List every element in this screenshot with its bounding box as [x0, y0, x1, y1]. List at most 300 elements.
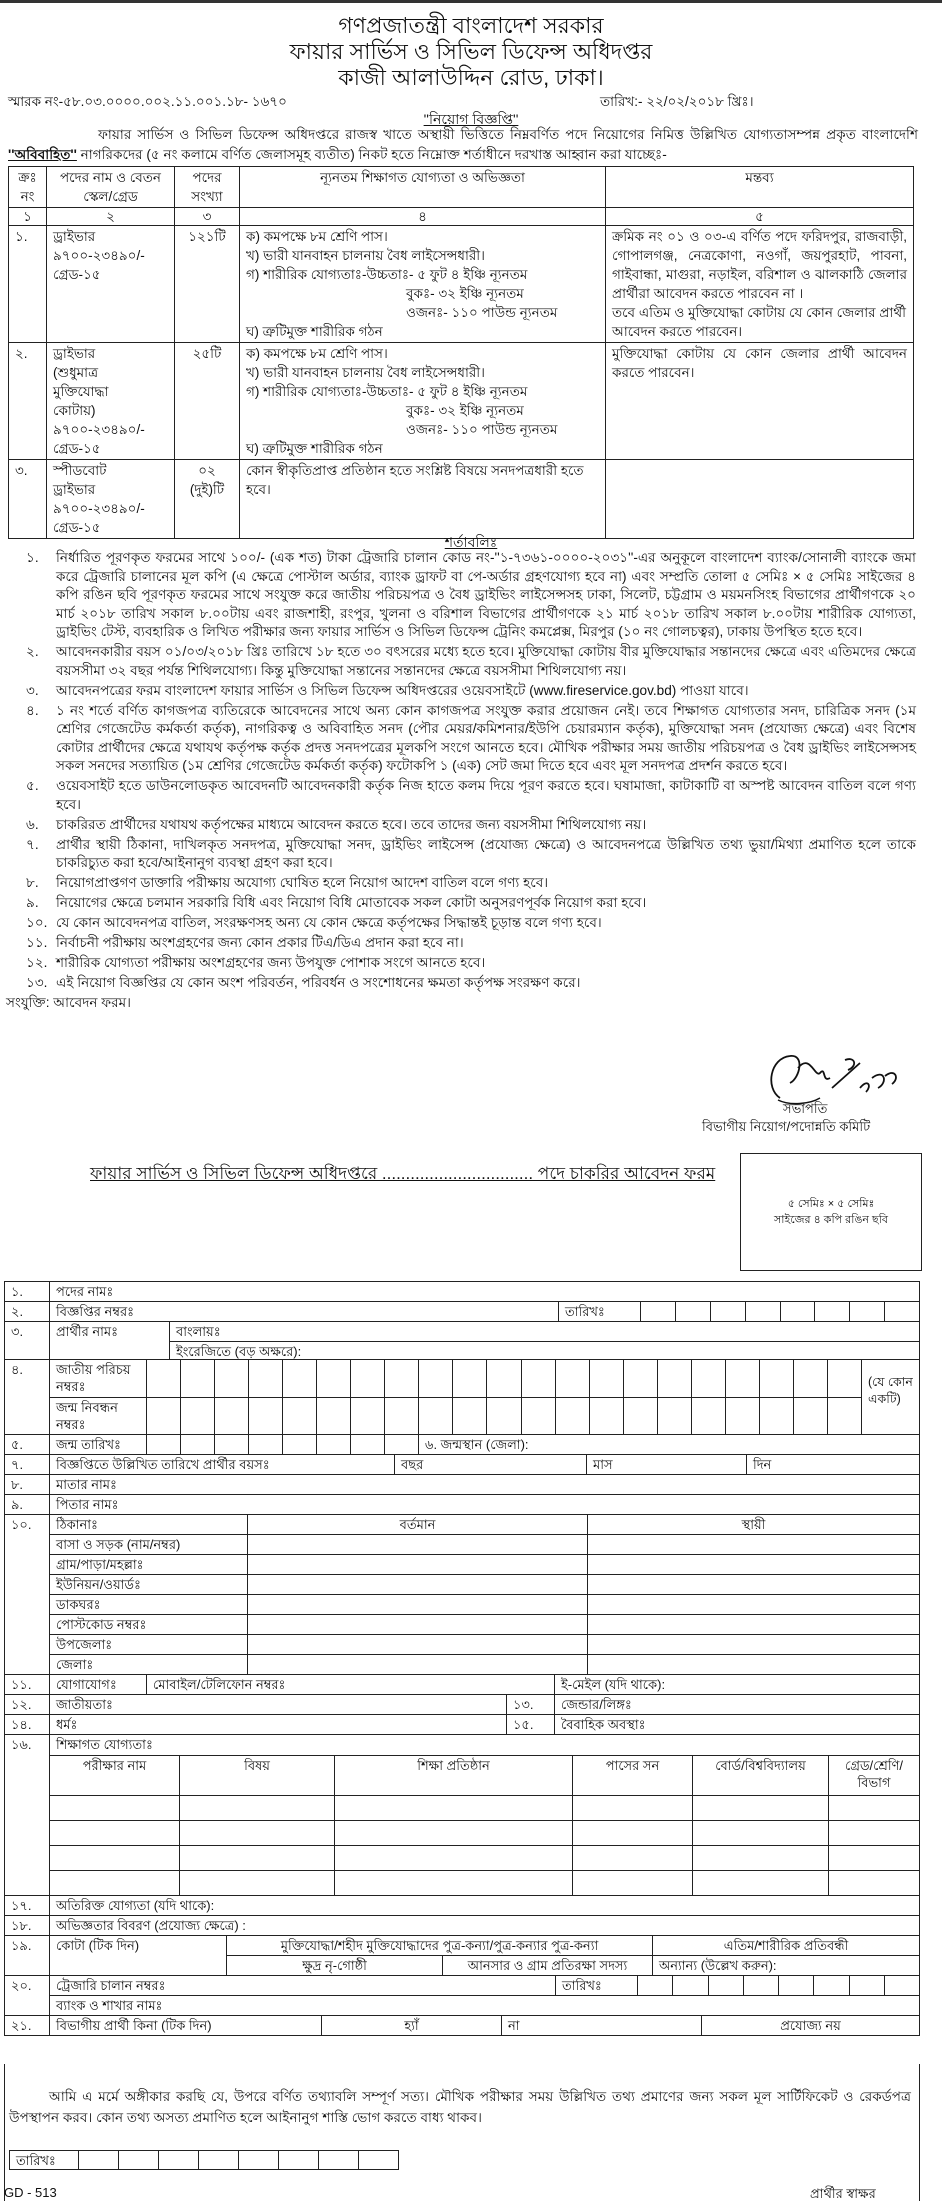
digit-box [248, 1435, 282, 1454]
declaration-section [4, 2064, 920, 2201]
handwritten-signature [760, 1048, 910, 1108]
digit-box [691, 1398, 725, 1435]
quota-orphan-disabled: এতিম/শারীরিক প্রতিবন্ধী [652, 1936, 919, 1955]
row-number: ২১. [11, 2018, 32, 2033]
row-number: ২. [11, 1304, 24, 1319]
present-address-cell [247, 1615, 587, 1634]
field-label: পিতার নামঃ [49, 1495, 919, 1514]
post-row [9, 460, 914, 539]
digit-box [521, 1360, 555, 1397]
digit-box [884, 1302, 919, 1321]
digit-box [78, 2151, 118, 2169]
condition-text: যে কোন আবেদনপত্র বাতিল, সংরক্ষণসহ অন্য যে কোন ক্ষেত্রে কর্তৃপক্ষের সিদ্ধান্তই চূড়ান্ত বলে গণ্য হবে। [56, 915, 602, 930]
digit-box [146, 1435, 180, 1454]
condition-number: ১০. [26, 915, 48, 930]
post-row [9, 226, 914, 343]
form-row-nationality [5, 1695, 919, 1715]
education-cell [692, 1821, 828, 1845]
digit-box [146, 1360, 180, 1397]
form-row-additional-qualification [5, 1896, 919, 1916]
condition-text: আবেদনকারীর বয়স ০১/০৩/২০১৮ খ্রিঃ তারিখে ১৮ হতে ৩০ বৎসরের মধ্যে হতে হবে। মুক্তিযোদ্ধা কোটায় বীর মুক্তিযোদ্ধার সন্তানদের ক্ষেত্রে এবং এতিমদের ক্ষেত্রে বয়সসীমা ৩২ বছর পর্যন্ত শিথিলযোগ্য। কিন্তু মুক্তিযোদ্ধা সন্তানের সন্তানদের ক্ষেত্রে বয়সসীমা শিথিলযোগ্য নয়। [56, 644, 916, 678]
condition-item [26, 934, 916, 953]
row-number: ১৪. [11, 1717, 32, 1732]
intro-text: ফায়ার সার্ভিস ও সিভিল ডিফেন্স অধিদপ্তরে রাজস্ব খাতে অস্থায়ী ভিত্তিতে নিম্নবর্ণিত পদে নিয়োগের নিমিত্ত উল্লিখিত যোগ্যতাসম্পন্ন প্রকৃত বাংলাদেশি [98, 127, 918, 142]
conditions-title: শর্তাবলিঃ [444, 534, 498, 550]
row-number: ৫. [11, 1437, 24, 1452]
remark-text: মুক্তিযোদ্ধা কোটায় যে কোন জেলার প্রার্থী আবেদন করতে পারবেন। [612, 346, 907, 380]
digit-box [710, 1302, 745, 1321]
digit-box [248, 1360, 282, 1397]
condition-item [26, 836, 916, 873]
condition-item [26, 954, 916, 973]
condition-text: আবেদনপত্রের ফরম বাংলাদেশ ফায়ার সার্ভিস ও সিভিল ডিফেন্স অধিদপ্তরের ওয়েবসাইটে (www.fireservice.gov.bd) পাওয়া যাবে। [56, 682, 749, 698]
condition-text: ১ নং শর্তে বর্ণিত কাগজপত্র ব্যতিরেকে আবেদনের সাথে অন্য কোন কাগজপত্র সংযুক্ত করার প্রয়োজন নেই। তবে শিক্ষাগত যোগ্যতার সনদ, চারিত্রিক সনদ (১ম শ্রেণির গেজেটেড কর্মকর্তা কর্তৃক), নাগরিকত্ব ও অবিবাহিত সনদ (পৌর মেয়র/কমিশনার/ইউপি চেয়ারম্যান কর্তৃক), মুক্তিযোদ্ধা সনদ (প্রযোজ্য ক্ষেত্রে) এবং বিশেষ কোটার প্রার্থীদের ক্ষেত্রে যথাযথ কর্তৃপক্ষ কর্তৃক প্রদত্ত সনদপত্রের মূলকপি সংগে আনতে হবে। মৌখিক পরীক্ষার সময় জাতীয় পরিচয়পত্র ও বৈধ ড্রাইভিং লাইসেন্সসহ সকল সনদের সত্যায়িত (১ম শ্রেণির গেজেটেড কর্মকর্তা কর্তৃক) ফটোকপি ১ (এক) সেট জমা দিতে হবে এবং মূল সনদপত্র প্রদর্শন করতে হবে। [56, 702, 916, 773]
digit-box [318, 2151, 358, 2169]
col-header-post: পদের নাম ও বেতন স্কেল/গ্রেড [47, 167, 175, 208]
photo-box [740, 1153, 922, 1271]
form-row-post-name [5, 1282, 919, 1302]
form-row-candidate-name [5, 1322, 919, 1360]
row-number: ১৮. [11, 1918, 32, 1933]
form-row-contact [5, 1675, 919, 1695]
digit-box [214, 1435, 248, 1454]
digit-box [350, 1360, 384, 1397]
form-row-notice-number [5, 1302, 919, 1322]
education-cell [572, 1871, 692, 1895]
row-number: ১০. [11, 1517, 32, 1532]
permanent-address-cell [587, 1575, 919, 1594]
education-cell [334, 1846, 572, 1870]
condition-number: ৬. [26, 816, 39, 832]
memo-date: তারিখ:- ২২/০২/২০১৮ খ্রিঃ। [600, 94, 754, 109]
field-label: পদের নামঃ [49, 1282, 919, 1301]
post-name-line: ৯৭০০-২৩৪৯০/- [53, 422, 145, 437]
address-row [50, 1594, 919, 1614]
field-label: জেন্ডার/লিঙ্গঃ [554, 1695, 919, 1714]
digit-box [793, 1360, 827, 1397]
condition-item [26, 682, 916, 701]
education-cell [334, 1821, 572, 1845]
digit-box [725, 1360, 759, 1397]
post-name-line: গ্রেড-১৫ [53, 441, 101, 456]
condition-number: ৮. [26, 875, 39, 890]
intro-highlight: ''অবিবাহিত'' [8, 147, 77, 162]
attachment-note: সংযুক্তি: আবেদন ফরম। [6, 995, 132, 1010]
digit-box [640, 1302, 675, 1321]
condition-item [26, 816, 916, 835]
row-number: ২০. [11, 1978, 32, 1993]
field-label: অভিজ্ঞতার বিবরণ (প্রযোজ্য ক্ষেত্রে) : [49, 1916, 919, 1935]
field-label: জন্ম তারিখঃ [49, 1435, 146, 1454]
address-field-label: ইউনিয়ন/ওয়ার্ডঃ [56, 1577, 141, 1592]
present-address-cell [247, 1655, 587, 1674]
row-number: ১. [11, 1284, 24, 1299]
quota-other: অন্যান্য (উল্লেখ করুন): [652, 1956, 919, 1975]
field-label: বৈবাহিক অবস্থাঃ [554, 1715, 919, 1734]
condition-item [26, 643, 916, 680]
digit-box [814, 1302, 849, 1321]
post-qualifications [240, 226, 606, 343]
row-number: ৯. [11, 1497, 24, 1512]
address-row [50, 1554, 919, 1574]
signatory-role: সভাপতি [783, 1101, 828, 1116]
permanent-address-cell [587, 1555, 919, 1574]
education-table [50, 1755, 919, 1895]
digit-box [180, 1360, 214, 1397]
digit-box [884, 1976, 919, 1995]
declaration-text: আমি এ মর্মে অঙ্গীকার করছি যে, উপরে বর্ণিত তথ্যাবলি সম্পূর্ণ সত্য। মৌখিক পরীক্ষার সময় উল্লিখিত তথ্য প্রমাণের জন্য সকল মূল সার্টিফিকেট ও রেকর্ডপত্র উপস্থাপন করব। কোন তথ্য অসত্য প্রমাণিত হলে আইনানুগ শাস্তি ভোগ করতে বাধ্য থাকব। [9, 2089, 911, 2125]
post-name-line: গ্রেড-১৫ [53, 267, 101, 282]
post-serial: ৩. [9, 460, 47, 539]
education-row [50, 1845, 919, 1870]
form-row-religion [5, 1715, 919, 1735]
quota-freedom-fighter: মুক্তিযোদ্ধা/শহীদ মুক্তিযোদ্ধাদের পুত্র-কন্যা/পুত্র-কন্যার পুত্র-কন্যা [280, 1938, 599, 1953]
digit-box [278, 2151, 318, 2169]
condition-number: ৪. [26, 702, 39, 718]
digit-box [452, 1398, 486, 1435]
column-index: ৫ [606, 208, 914, 226]
form-row-mother-name [5, 1475, 919, 1495]
education-cell [179, 1821, 334, 1845]
digit-box [521, 1398, 555, 1435]
address-row [50, 1654, 919, 1674]
remark-text: তবে এতিম ও মুক্তিযোদ্ধা কোটায় যে কোন জেলার প্রার্থী আবেদন করতে পারবেন। [612, 305, 906, 339]
digit-box [849, 1976, 884, 1995]
education-cell [692, 1871, 828, 1895]
condition-text: নিয়োগপ্রাপ্তগণ ডাক্তারি পরীক্ষায় অযোগ্য ঘোষিত হলে নিয়োগ আদেশ বাতিল বলে গণ্য হবে। [56, 875, 549, 890]
row-number: ৩. [11, 1324, 24, 1339]
condition-number: ২. [26, 644, 39, 659]
date-label: তারিখঃ [555, 1976, 637, 1995]
form-row-age [5, 1455, 919, 1475]
column-index-row [9, 208, 914, 226]
address-row [50, 1574, 919, 1594]
bank-branch-label: ব্যাংক ও শাখার নামঃ [56, 1998, 163, 2013]
digit-box [316, 1360, 350, 1397]
post-name [47, 226, 175, 343]
digit-box [589, 1398, 623, 1435]
option-not-applicable: প্রযোজ্য নয় [701, 2016, 919, 2035]
qualification-line: ঘ) ত্রুটিমুক্ত শারীরিক গঠন [246, 441, 383, 456]
education-cell [334, 1871, 572, 1895]
post-count: ০২ (দুই)টি [175, 460, 240, 539]
row-number: ৭. [11, 1457, 24, 1472]
condition-text: ওয়েবসাইট হতে ডাউনলোডকৃত আবেদনটি আবেদনকারী কর্তৃক নিজ হাতে কলম দিয়ে পূরণ করতে হবে। ঘষামাজা, কাটাকাটি বা অস্পষ্ট আবেদন বাতিল বলে গণ্য হবে। [56, 778, 916, 812]
row-number: ১১. [11, 1677, 32, 1692]
date-label: তারিখঃ [558, 1302, 640, 1321]
education-cell [828, 1821, 919, 1845]
address-field-label: ডাকঘরঃ [56, 1597, 101, 1612]
education-col-header: বিষয় [179, 1756, 334, 1795]
post-qualifications [240, 343, 606, 460]
digit-box [282, 1360, 316, 1397]
date-boxes [640, 1302, 919, 1321]
permanent-address-cell [587, 1655, 919, 1674]
digit-box [118, 2151, 158, 2169]
address-field-label: জেলাঃ [56, 1657, 94, 1672]
post-count: ২৫টি [175, 343, 240, 460]
condition-number: ১৩. [26, 975, 48, 990]
digit-box [555, 1360, 589, 1397]
education-col-header: বোর্ড/বিশ্ববিদ্যালয় [692, 1756, 828, 1795]
address-row [50, 1634, 919, 1654]
digit-box [358, 2151, 398, 2169]
qualification-line: গ) শারীরিক যোগ্যতাঃ-উচ্চতাঃ- ৫ ফুট ৪ ইঞ্চি ন্যূনতম [246, 267, 528, 282]
remark-text: ক্রমিক নং ০১ ও ০৩-এ বর্ণিত পদে ফরিদপুর, রাজবাড়ী, গোপালগঞ্জ, নেত্রকোণা, নওগাঁ, জয়পুরহাট, পাবনা, গাইবান্ধা, মাগুরা, নড়াইল, বরিশাল ও ঝালকাঠি জেলার প্রার্থীরা আবেদন করতে পারবেন না । [612, 229, 907, 301]
condition-number: ৯. [26, 895, 39, 910]
post-name [47, 460, 175, 539]
digit-box [657, 1360, 691, 1397]
digit-box [214, 1360, 248, 1397]
education-cell [50, 1871, 179, 1895]
field-label: প্রার্থীর নামঃ [49, 1322, 169, 1359]
qualification-line: বুকঃ- ৩২ ইঞ্চি ন্যূনতম [406, 403, 524, 418]
qualification-line: ওজনঃ- ১১০ পাউন্ড ন্যূনতম [406, 422, 558, 437]
candidate-signature-label: প্রার্থীর স্বাক্ষর [810, 2186, 876, 2201]
digit-box [158, 2151, 198, 2169]
digit-box [827, 1360, 861, 1397]
address-field-label: বাসা ও সড়ক (নাম/নম্বর) [56, 1537, 181, 1552]
birth-registration-boxes [146, 1398, 861, 1435]
row-number: ১২. [11, 1697, 32, 1712]
digit-box [759, 1360, 793, 1397]
condition-number: ৩. [26, 682, 39, 698]
phone-label: মোবাইল/টেলিফোন নম্বরঃ [146, 1675, 554, 1694]
age-day-label: দিন [746, 1455, 919, 1474]
education-cell [828, 1846, 919, 1870]
digit-box [623, 1398, 657, 1435]
form-row-birth-date [5, 1435, 919, 1455]
digit-box [316, 1435, 350, 1454]
digit-box [350, 1398, 384, 1435]
digit-box [198, 2151, 238, 2169]
field-label: জাতীয়তাঃ [49, 1695, 506, 1714]
field-label: শিক্ষাগত যোগ্যতাঃ [56, 1737, 153, 1752]
either-one-note: (যে কোন একটি) [861, 1360, 919, 1434]
post-name-line: স্পীডবোট [53, 463, 107, 478]
permanent-address-cell [587, 1635, 919, 1654]
address-label: ঠিকানাঃ [56, 1517, 98, 1532]
digit-box [691, 1360, 725, 1397]
permanent-address-cell [587, 1615, 919, 1634]
nid-label: জাতীয় পরিচয় নম্বরঃ [49, 1360, 146, 1397]
condition-item [26, 549, 916, 642]
photo-copies-text: সাইজের ৪ কপি রঙিন ছবি [774, 1214, 888, 1226]
post-name-line: ৯৭০০-২৩৪৯০/- [53, 501, 145, 516]
field-label: বিভাগীয় প্রার্থী কিনা (টিক দিন) [49, 2016, 321, 2035]
post-name-line: (শুধুমাত্র [53, 365, 99, 380]
birthplace-label: ৬. জন্মস্থান (জেলা): [418, 1435, 919, 1454]
post-remark [606, 226, 914, 343]
condition-item [26, 914, 916, 933]
qualification-line: খ) ভারী যানবাহন চালনায় বৈধ লাইসেন্সধারী। [246, 248, 485, 263]
form-row-id-number [5, 1360, 919, 1435]
condition-text: নির্বাচনী পরীক্ষায় অংশগ্রহণের জন্য কোন প্রকার টিএ/ডিএ প্রদান করা হবে না। [56, 935, 464, 950]
condition-text: নিয়োগের ক্ষেত্রে চলমান সরকারি বিধি এবং নিয়োগ বিধি মোতাবেক সকল কোটা অনুসরণপূর্বক নিয়োগ করা হবে। [56, 895, 647, 910]
row-number: ১৬. [11, 1737, 32, 1752]
address-field-label: গ্রাম/পাড়া/মহল্লাঃ [56, 1557, 144, 1572]
row-number: ৮. [11, 1477, 24, 1492]
option-no: না [501, 2016, 701, 2035]
post-name-line: গ্রেড-১৫ [53, 520, 101, 535]
digit-box [180, 1398, 214, 1435]
notice-intro [8, 125, 918, 165]
condition-number: ১. [26, 550, 39, 565]
education-header-row [50, 1755, 919, 1795]
condition-number: ৭. [26, 836, 39, 852]
present-address-cell [247, 1595, 587, 1614]
post-name-line: কোটায়) [53, 403, 96, 418]
department-title: ফায়ার সার্ভিস ও সিভিল ডিফেন্স অধিদপ্তর [289, 39, 653, 64]
signatory-committee: বিভাগীয় নিয়োগ/পদোন্নতি কমিটি [702, 1119, 871, 1134]
digit-box [849, 1302, 884, 1321]
form-row-address [5, 1515, 919, 1675]
post-name [47, 343, 175, 460]
post-remark [606, 343, 914, 460]
education-col-header: পাসের সন [572, 1756, 692, 1795]
option-yes: হ্যাঁ [321, 2016, 501, 2035]
field-label: যোগাযোগঃ [49, 1675, 146, 1694]
education-cell [692, 1796, 828, 1820]
photo-size-text: ৫ সেমিঃ × ৫ সেমিঃ [787, 1198, 875, 1210]
digit-box [486, 1360, 520, 1397]
column-index: ২ [47, 208, 175, 226]
qualification-line: ঘ) ত্রুটিমুক্ত শারীরিক গঠন [246, 324, 383, 339]
condition-text: এই নিয়োগ বিজ্ঞপ্তির যে কোন অংশ পরিবর্তন, পরিবর্ধন ও সংশোধনের ক্ষমতা কর্তৃপক্ষ সংরক্ষণ করে। [56, 975, 581, 990]
post-count: ১২১টি [175, 226, 240, 343]
row-number: ১৩. [506, 1695, 554, 1714]
nid-boxes [146, 1360, 861, 1397]
column-index: ৩ [175, 208, 240, 226]
post-row [9, 343, 914, 460]
condition-item [26, 974, 916, 993]
education-cell [50, 1821, 179, 1845]
digit-box [725, 1398, 759, 1435]
education-cell [828, 1796, 919, 1820]
declaration-date-boxes [9, 2150, 399, 2170]
col-header-remark: মন্তব্য [606, 167, 914, 208]
education-cell [179, 1846, 334, 1870]
column-index: ১ [9, 208, 47, 226]
condition-number: ১২. [26, 955, 48, 970]
col-header-count: পদের সংখ্যা [175, 167, 240, 208]
post-name-line: ড্রাইভার [53, 482, 96, 497]
present-address-cell [247, 1575, 587, 1594]
education-row [50, 1795, 919, 1820]
form-row-experience [5, 1916, 919, 1936]
name-english-label: ইংরেজিতে (বড় অক্ষরে): [176, 1344, 302, 1359]
present-address-cell [247, 1555, 587, 1574]
post-serial: ২. [9, 343, 47, 460]
education-cell [50, 1846, 179, 1870]
digit-box [384, 1435, 418, 1454]
col-header-qualification: ন্যূনতম শিক্ষাগত যোগ্যতা ও অভিজ্ঞতা [240, 167, 606, 208]
condition-number: ১১. [26, 935, 48, 950]
digit-box [384, 1360, 418, 1397]
post-remark [606, 460, 914, 539]
digit-box [675, 1302, 710, 1321]
digit-box [384, 1398, 418, 1435]
notice-title: ''নিয়োগ বিজ্ঞপ্তি'' [423, 111, 519, 127]
age-month-label: মাস [586, 1455, 746, 1474]
digit-box [589, 1360, 623, 1397]
qualification-line: বুকঃ- ৩২ ইঞ্চি ন্যূনতম [406, 286, 524, 301]
education-cell [572, 1846, 692, 1870]
digit-box [745, 1302, 780, 1321]
digit-box [248, 1398, 282, 1435]
row-number: ১৫. [506, 1715, 554, 1734]
form-row-treasury-challan [5, 1976, 919, 2016]
post-name-line: ৯৭০০-২৩৪৯০/- [53, 248, 145, 263]
digit-box [452, 1360, 486, 1397]
education-cell [334, 1796, 572, 1820]
quota-ansar-vdp: আনসার ও গ্রাম প্রতিরক্ষা সদস্য [442, 1956, 652, 1975]
digit-box [759, 1398, 793, 1435]
address-row [50, 1614, 919, 1634]
post-serial: ১. [9, 226, 47, 343]
address-field-label: পোস্টকোড নম্বরঃ [56, 1617, 147, 1632]
education-cell [692, 1846, 828, 1870]
condition-text: শারীরিক যোগ্যতা পরীক্ষায় অংশগ্রহণের জন্য উপযুক্ত পোশাক সংগে আনতে হবে। [56, 955, 486, 970]
challan-date-boxes [637, 1976, 919, 1995]
post-name-line: ড্রাইভার [53, 229, 96, 244]
digit-box [637, 1976, 672, 1995]
digit-box [657, 1398, 691, 1435]
field-label: ধর্মঃ [49, 1715, 506, 1734]
present-address-header: বর্তমান [247, 1515, 587, 1534]
digit-box [623, 1360, 657, 1397]
government-title: গণপ্রজাতন্ত্রী বাংলাদেশ সরকার [338, 13, 604, 38]
condition-item [26, 874, 916, 893]
date-label: তারিখঃ [16, 2153, 56, 2168]
digit-box [813, 1976, 848, 1995]
condition-item [26, 777, 916, 814]
permanent-address-cell [587, 1535, 919, 1554]
address-field-label: উপজেলাঃ [56, 1637, 113, 1652]
education-cell [179, 1871, 334, 1895]
qualification-line: কোন স্বীকৃতিপ্রাপ্ত প্রতিষ্ঠান হতে সংশ্লিষ্ট বিষয়ে সনদপত্রধারী হতে হবে। [246, 463, 584, 497]
col-header-serial: ক্রঃ নং [9, 167, 47, 208]
form-row-quota [5, 1936, 919, 1976]
education-cell [572, 1796, 692, 1820]
condition-text: চাকরিরত প্রার্থীদের যথাযথ কর্তৃপক্ষের মাধ্যমে আবেদন করতে হবে। তবে তাদের জন্য বয়সসীমা শিথিলযোগ্য নয়। [56, 816, 647, 832]
department-address: কাজী আলাউদ্দিন রোড, ঢাকা। [338, 65, 604, 90]
digit-box [282, 1435, 316, 1454]
qualification-line: খ) ভারী যানবাহন চালনায় বৈধ লাইসেন্সধারী। [246, 365, 485, 380]
education-col-header: পরীক্ষার নাম [82, 1758, 147, 1773]
challan-number-label: ট্রেজারি চালান নম্বরঃ [56, 1978, 166, 1993]
condition-item [26, 702, 916, 776]
age-year-label: বছর [394, 1455, 586, 1474]
field-label: বিজ্ঞপ্তিতে উল্লিখিত তারিখে প্রার্থীর বয়সঃ [49, 1455, 394, 1474]
qualification-line: ক) কমপক্ষে ৮ম শ্রেণি পাস। [246, 346, 388, 361]
digit-box [418, 1398, 452, 1435]
education-cell [828, 1871, 919, 1895]
field-label: কোটা (টিক দিন) [49, 1936, 226, 1975]
post-name-line: মুক্তিযোদ্ধা [53, 384, 109, 399]
present-address-cell [247, 1635, 587, 1654]
digit-box [146, 1398, 180, 1435]
memo-number: স্মারক নং-৫৮.০৩.০০০০.০০২.১১.০০১.১৮- ১৬৭০ [8, 94, 287, 109]
form-row-departmental-candidate [5, 2016, 919, 2036]
intro-text: নাগরিকদের (৫ নং কলামে বর্ণিত জেলাসমূহ ব্যতীত) নিকট হতে নিম্নোক্ত শর্তাধীনে দরখাস্ত আহ্বান করা যাচ্ছেঃ- [76, 147, 667, 162]
field-label: অতিরিক্ত যোগ্যতা (যদি থাকে): [49, 1896, 919, 1915]
education-cell [572, 1821, 692, 1845]
conditions-list [6, 549, 916, 1013]
education-col-header: শিক্ষা প্রতিষ্ঠান [334, 1756, 572, 1795]
post-name-line: ড্রাইভার [53, 346, 96, 361]
form-row-father-name [5, 1495, 919, 1515]
